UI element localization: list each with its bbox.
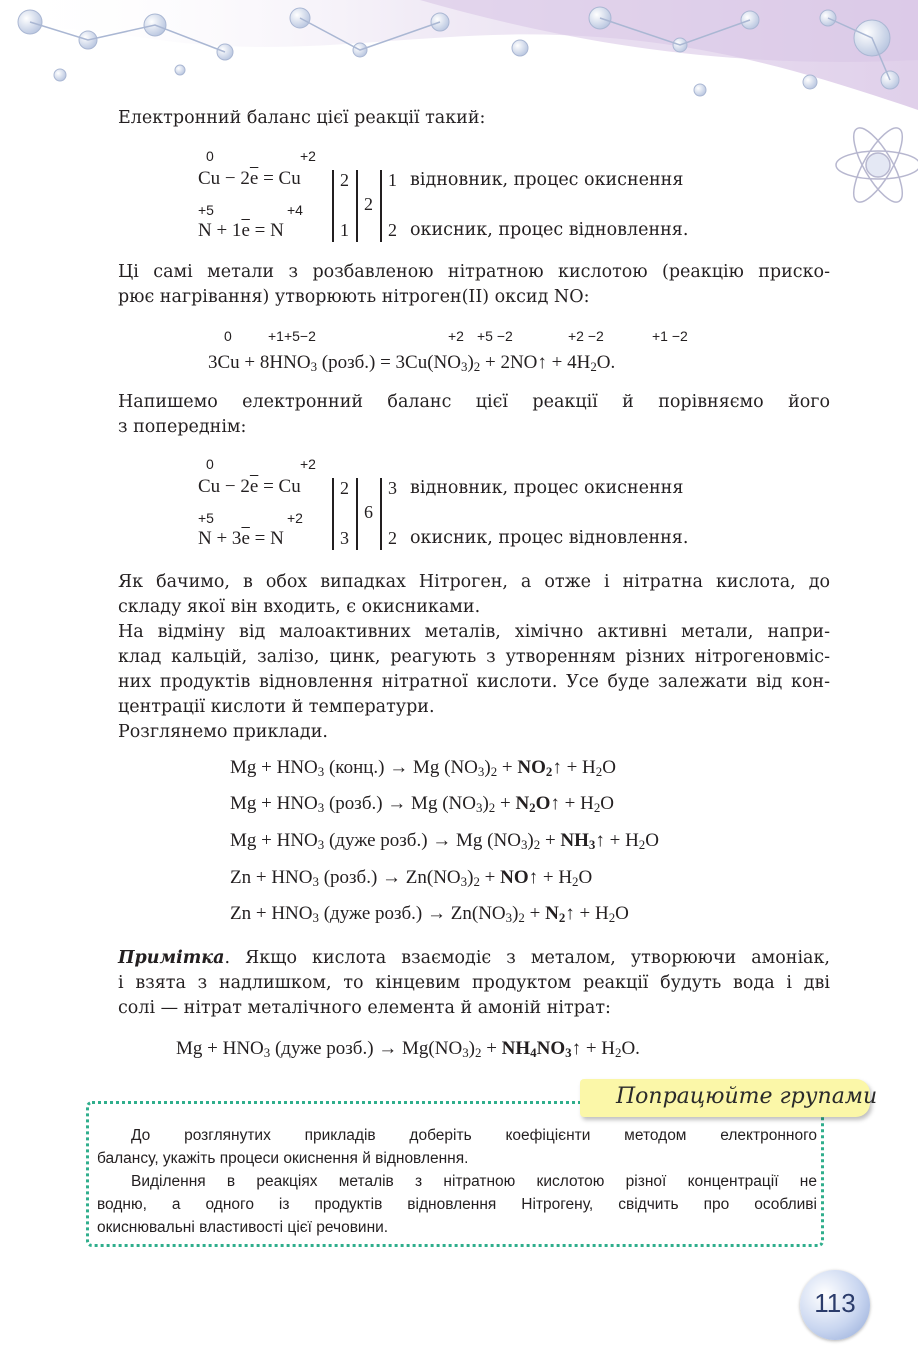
paragraph-5: На відміну від малоактивних металів, хімічно активні метали, напри- клад кальцій, залізо, цинк, реагують з утворенням різних нітрогеновміс- них продуктів відновлення нітратної кислоти. Усе буде залежати від кон- центрації кислоти й температури. — [118, 622, 830, 717]
page-number: 113 — [814, 1288, 856, 1318]
final-reaction: $Mg + HNO_3$ (дуже розб.) → $Mg(NO_3)_2$ + $NH_4NO_3↑ + H_2O$. — [176, 1038, 640, 1061]
group-work-tab-label: Попрацюйте групами — [616, 1084, 878, 1109]
atom-icon — [836, 122, 918, 209]
paragraph-2: Ці самі метали з розбавленою нітратною кислотою (реакцію приско- рює нагрівання) утворюють нітроген(II) оксид NO: — [118, 262, 830, 307]
note-label: Примітка — [118, 948, 225, 968]
paragraph-6: Розглянемо приклади. — [118, 722, 328, 742]
paragraph-3: Напишемо електронний баланс цієї реакції й порівняємо його з попереднім: — [118, 392, 830, 437]
reaction-row: $Mg + HNO_3$ (розб.) → Mg $(NO_3)_2$ + $N_2O↑ + H_2O$ — [230, 793, 615, 816]
paragraph-4: Як бачимо, в обох випадках Нітроген, а отже і нітратна кислота, до складу якої він входить, є окисниками. — [118, 572, 830, 617]
reaction-row: $Mg + HNO_3$ (дуже розб.) → Mg $(NO_3)_2$ + $NH_3↑ + H_2O$ — [230, 830, 659, 853]
note-paragraph: Примітка. Якщо кислота взаємодіє з металом, утворюючи амоніак, і взята з надлишком, то кінцевим продуктом реакції будуть вода і дві солі — нітрат металічного елемента й амоній нітрат: — [118, 948, 830, 1018]
balance-1-row-1: $Cu - 2\overline{e} = Cu$ — [198, 168, 301, 189]
intro-text: Електронний баланс цієї реакції такий: — [118, 108, 486, 128]
reaction-row: $Zn + HNO_3$ (розб.) → $Zn(NO_3)_2$ + NO↑ + $H_2O$ — [230, 867, 593, 890]
group-work-text: До розглянутих прикладів доберіть коефіцієнти методом електронного балансу, укажіть процеси окиснення й відновлення. Виділення в реакціях металів з нітратною кислотою різної концентрації не водню, а одного із продуктів відновлення Нітрогену, свідчить про особливі окиснювальні властивості цієї речовини. — [97, 1127, 817, 1236]
reaction-row: $Zn + HNO_3$ (дуже розб.) → $Zn(NO_3)_2$ + $N_2↑ + H_2O$ — [230, 903, 629, 926]
reaction-row: $Mg + HNO_3$ (конц.) → Mg $(NO_3)_2$ + $NO_2↑ + H_2O$ — [230, 757, 616, 780]
balance-1-row-2: $N + 1\overline{e} = N$ — [198, 220, 284, 241]
